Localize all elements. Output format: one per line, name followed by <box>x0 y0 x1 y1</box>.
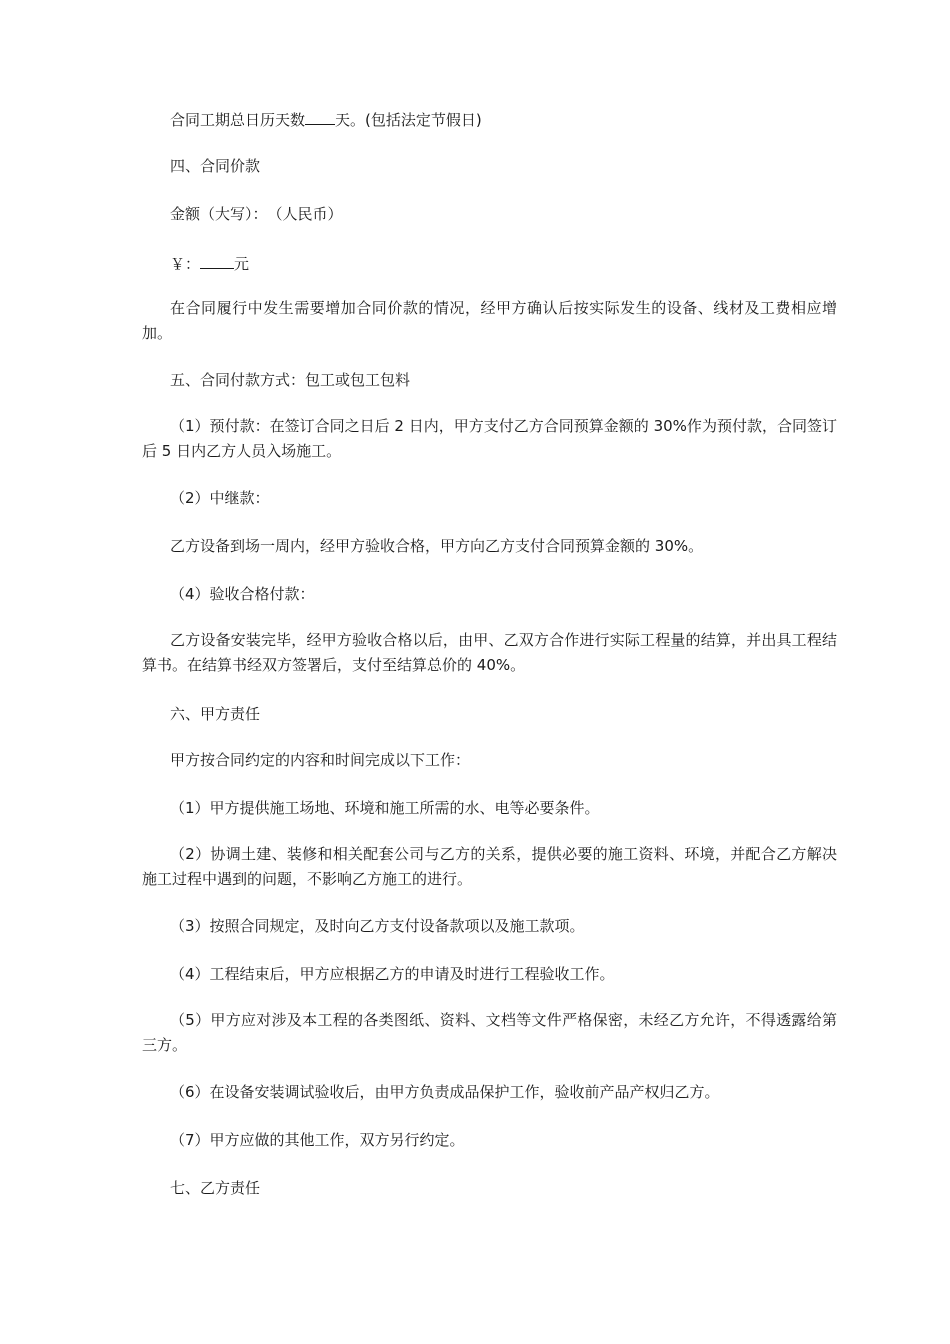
amount-figures-pre: ￥： <box>170 255 201 273</box>
party-a-duty-5: （5）甲方应对涉及本工程的各类图纸、资料、文档等文件严格保密，未经乙方允许，不得透露给第三方。 <box>142 1011 837 1054</box>
party-a-duty-4: （4）工程结束后，甲方应根据乙方的申请及时进行工程验收工作。 <box>170 965 615 983</box>
amount-in-figures-line <box>142 250 837 277</box>
party-a-duty-2: （2）协调土建、装修和相关配套公司与乙方的关系，提供必要的施工资料、环境，并配合乙方解决施工过程中遇到的问题，不影响乙方施工的进行。 <box>142 845 837 888</box>
contract-duration-pre: 合同工期总日历天数 <box>170 111 306 129</box>
price-adjustment-paragraph: 在合同履行中发生需要增加合同价款的情况，经甲方确认后按实际发生的设备、线材及工费相应增加。 <box>142 299 837 342</box>
party-a-duty-1: （1）甲方提供施工场地、环境和施工所需的水、电等必要条件。 <box>170 799 600 817</box>
interim-payment-paragraph: 乙方设备到场一周内，经甲方验收合格，甲方向乙方支付合同预算金额的 30%。 <box>170 537 704 555</box>
party-a-duty-3: （3）按照合同规定，及时向乙方支付设备款项以及施工款项。 <box>170 917 585 935</box>
acceptance-payment-heading: （4）验收合格付款： <box>170 585 315 603</box>
section-heading-party-a-duties: 六、甲方责任 <box>170 705 261 723</box>
party-a-intro-paragraph: 甲方按合同约定的内容和时间完成以下工作： <box>170 751 471 769</box>
section-heading-party-b-duties: 七、乙方责任 <box>170 1179 261 1197</box>
party-a-duty-7: （7）甲方应做的其他工作，双方另行约定。 <box>170 1131 465 1149</box>
interim-payment-heading: （2）中继款： <box>170 489 270 507</box>
section-heading-contract-price: 四、合同价款 <box>170 157 261 175</box>
amount-figures-blank <box>200 250 234 269</box>
acceptance-payment-paragraph: 乙方设备安装完毕，经甲方验收合格以后，由甲、乙双方合作进行实际工程量的结算，并出具工程结算书。在结算书经双方签署后，支付至结算总价的 40%。 <box>142 631 837 674</box>
amount-in-words-line: 金额（大写）： （人民币） <box>170 205 343 223</box>
section-heading-payment-method: 五、合同付款方式：包工或包工包料 <box>170 371 411 389</box>
contract-duration-post: 天。(包括法定节假日) <box>335 111 482 129</box>
party-a-duty-6: （6）在设备安装调试验收后，由甲方负责成品保护工作，验收前产品产权归乙方。 <box>170 1083 720 1101</box>
duration-days-blank <box>305 106 335 125</box>
advance-payment-paragraph: （1）预付款：在签订合同之日后 2 日内，甲方支付乙方合同预算金额的 30%作为预付款，合同签订后 5 日内乙方人员入场施工。 <box>142 417 837 460</box>
amount-figures-post: 元 <box>234 255 250 273</box>
contract-duration-line <box>142 106 837 133</box>
